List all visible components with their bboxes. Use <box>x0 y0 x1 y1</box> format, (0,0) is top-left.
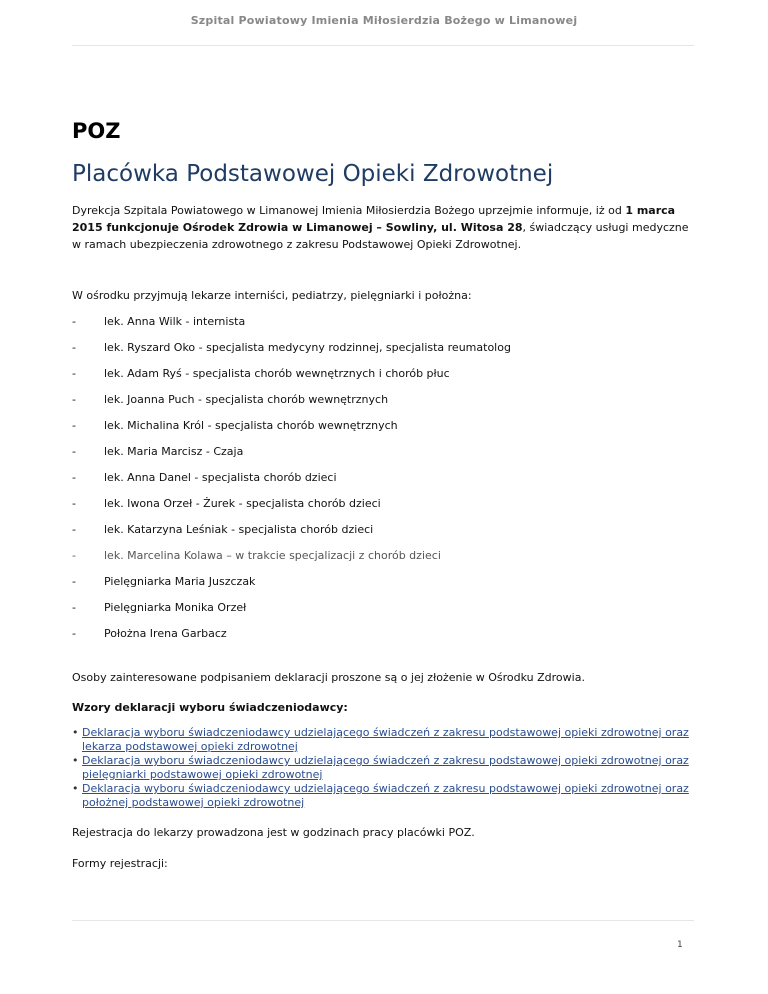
dash-marker: - <box>72 393 76 406</box>
bullet-icon: • <box>72 782 79 795</box>
dash-marker: - <box>72 627 76 640</box>
staff-item <box>72 470 697 496</box>
staff-name: lek. Iwona Orzeł - Żurek - specjalista chorób dzieci <box>104 497 381 510</box>
dash-marker: - <box>72 445 76 458</box>
registration-info: Rejestracja do lekarzy prowadzona jest w godzinach pracy placówki POZ. <box>72 826 475 839</box>
declaration-note: Osoby zainteresowane podpisaniem deklaracji proszone są o jej złożenie w Ośrodku Zdrowia. <box>72 671 585 684</box>
dash-marker: - <box>72 367 76 380</box>
staff-item <box>72 522 697 548</box>
intro-paragraph <box>72 202 697 253</box>
staff-item <box>72 496 697 522</box>
dash-marker: - <box>72 601 76 614</box>
staff-item <box>72 574 697 600</box>
header-divider <box>72 45 694 46</box>
staff-item <box>72 392 697 418</box>
staff-name: Pielęgniarka Maria Juszczak <box>104 575 256 588</box>
dash-marker: - <box>72 575 76 588</box>
footer-divider <box>72 920 694 921</box>
dash-marker: - <box>72 471 76 484</box>
staff-name: lek. Marcelina Kolawa – w trakcie specjalizacji z chorób dzieci <box>104 549 441 562</box>
declaration-link-midwife[interactable]: Deklaracja wyboru świadczeniodawcy udzielającego świadczeń z zakresu podstawowej opieki zdrowotnej oraz położnej podstawowej opieki zdrowotnej <box>82 782 689 809</box>
intro-text-start: Dyrekcja Szpitala Powiatowego w Limanowej Imienia Miłosierdzia Bożego uprzejmie informuje, iż od <box>72 204 626 217</box>
dash-marker: - <box>72 549 76 562</box>
staff-item <box>72 626 697 652</box>
document-body <box>72 117 697 871</box>
declaration-form-item <box>72 726 697 754</box>
staff-name: lek. Anna Wilk - internista <box>104 315 246 328</box>
declaration-form-item <box>72 782 697 810</box>
dash-marker: - <box>72 315 76 328</box>
page-header: Szpital Powiatowy Imienia Miłosierdzia Bożego w Limanowej <box>190 14 578 27</box>
declaration-form-item <box>72 754 697 782</box>
forms-heading: Wzory deklaracji wyboru świadczeniodawcy: <box>72 701 348 714</box>
declaration-forms-list <box>72 726 697 810</box>
staff-item <box>72 548 697 574</box>
staff-list <box>72 314 697 652</box>
section-code: POZ <box>72 119 121 143</box>
bullet-icon: • <box>72 754 79 767</box>
staff-item <box>72 600 697 626</box>
page-number: 1 <box>677 940 683 950</box>
staff-item <box>72 366 697 392</box>
intro-text-end: , świadczący usługi medyczne w ramach ubezpieczenia zdrowotnego z zakresu Podstawowej Opieki Zdrowotnej. <box>72 221 689 251</box>
staff-name: lek. Joanna Puch - specjalista chorób wewnętrznych <box>104 393 389 406</box>
intro-bold-date-address: 1 marca 2015 funkcjonuje Ośrodek Zdrowia w Limanowej – Sowliny, ul. Witosa 28 <box>72 204 676 234</box>
staff-name: lek. Anna Danel - specjalista chorób dzieci <box>104 471 337 484</box>
declaration-link-nurse[interactable]: Deklaracja wyboru świadczeniodawcy udzielającego świadczeń z zakresu podstawowej opieki zdrowotnej oraz pielęgniarki podstawowej opieki zdrowotnej <box>82 754 689 781</box>
staff-name: lek. Maria Marcisz - Czaja <box>104 445 244 458</box>
staff-name: lek. Adam Ryś - specjalista chorób wewnętrznych i chorób płuc <box>104 367 450 380</box>
staff-name: Położna Irena Garbacz <box>104 627 227 640</box>
dash-marker: - <box>72 497 76 510</box>
registration-forms-heading: Formy rejestracji: <box>72 857 168 870</box>
staff-name: lek. Michalina Król - specjalista chorób wewnętrznych <box>104 419 398 432</box>
staff-item <box>72 340 697 366</box>
bullet-icon: • <box>72 726 79 739</box>
staff-name: Pielęgniarka Monika Orzeł <box>104 601 247 614</box>
staff-item <box>72 314 697 340</box>
staff-intro: W ośrodku przyjmują lekarze interniści, pediatrzy, pielęgniarki i położna: <box>72 289 472 302</box>
dash-marker: - <box>72 523 76 536</box>
staff-name: lek. Katarzyna Leśniak - specjalista chorób dzieci <box>104 523 374 536</box>
staff-item <box>72 444 697 470</box>
dash-marker: - <box>72 341 76 354</box>
page-title: Placówka Podstawowej Opieki Zdrowotnej <box>72 161 554 187</box>
staff-name: lek. Ryszard Oko - specjalista medycyny rodzinnej, specjalista reumatolog <box>104 341 511 354</box>
staff-item <box>72 418 697 444</box>
declaration-link-doctor[interactable]: Deklaracja wyboru świadczeniodawcy udzielającego świadczeń z zakresu podstawowej opieki zdrowotnej oraz lekarza podstawowej opieki zdrowotnej <box>82 726 689 753</box>
dash-marker: - <box>72 419 76 432</box>
